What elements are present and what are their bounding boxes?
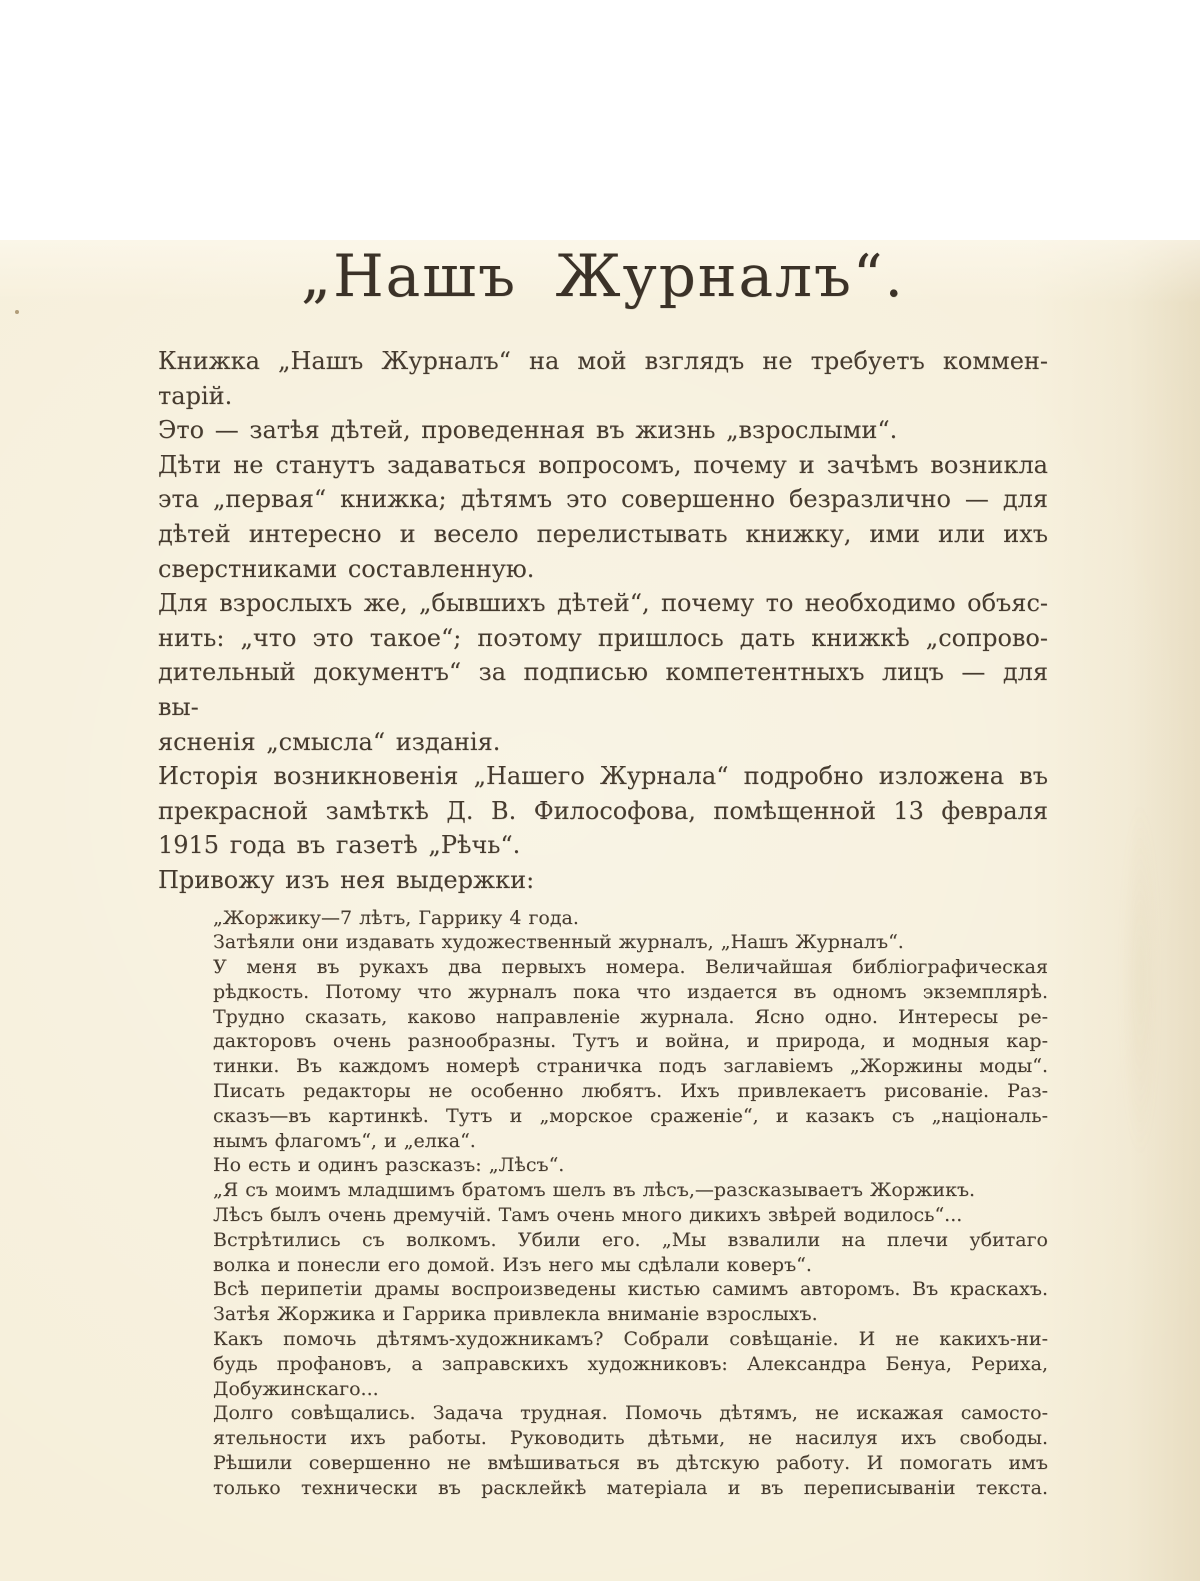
text-line: ятельности ихъ работы. Руководить дѣтьми, не насилуя ихъ свободы. xyxy=(213,1427,1048,1450)
quoted-excerpt-block xyxy=(213,906,1048,1501)
text-line: Добужинскаго... xyxy=(213,1377,379,1400)
text-line: „Я съ моимъ младшимъ братомъ шелъ въ лѣсъ,—разсказываетъ Жоржикъ. xyxy=(213,1179,976,1202)
intro-paragraph xyxy=(158,863,1048,898)
excerpt-paragraph xyxy=(213,1451,1048,1501)
text-line: Трудно сказать, каково направленіе журнала. Ясно одно. Интересы ре- xyxy=(213,1005,1048,1028)
text-line: 1915 года въ газетѣ „Рѣчь“. xyxy=(158,831,521,860)
text-line: „Жоржику—7 лѣтъ, Гаррику 4 года. xyxy=(213,906,579,929)
text-line: У меня въ рукахъ два первыхъ номера. Величайшая библіографическая xyxy=(213,956,1048,979)
book-page xyxy=(0,240,1200,1581)
page-content xyxy=(0,240,1200,1501)
excerpt-paragraph xyxy=(213,1327,1048,1401)
excerpt-paragraph xyxy=(213,1079,1048,1153)
text-line: Всѣ перипетіи драмы воспроизведены кистью самимъ авторомъ. Въ краскахъ. xyxy=(213,1278,1048,1301)
intro-paragraph xyxy=(158,448,1048,586)
text-line: только технически въ расклейкѣ матеріала и въ переписываніи текста. xyxy=(213,1476,1048,1499)
text-line: Книжка „Нашъ Журналъ“ на мой взглядъ не требуетъ коммен- xyxy=(158,347,1048,375)
text-line: тарій. xyxy=(158,381,233,410)
excerpt-paragraph xyxy=(213,1228,1048,1278)
text-line: Писать редакторы не особенно любятъ. Ихъ привлекаетъ рисованіе. Раз- xyxy=(213,1080,1048,1103)
text-line: сказъ—въ картинкѣ. Тутъ и „морское сраженіе“, и казакъ съ „національ- xyxy=(213,1104,1048,1127)
text-line: Долго совѣщались. Задача трудная. Помочь дѣтямъ, не искажая самосто- xyxy=(213,1402,1048,1425)
text-line: Встрѣтились съ волкомъ. Убили его. „Мы взвалили на плечи убитаго xyxy=(213,1228,1048,1251)
text-line: прекрасной замѣткѣ Д. В. Философова, помѣщенной 13 февраля xyxy=(158,796,1048,825)
text-line: Исторія возникновенія „Нашего Журнала“ подробно изложена въ xyxy=(158,762,1048,791)
excerpt-paragraph xyxy=(213,906,1048,931)
text-line: эта „первая“ книжка; дѣтямъ это совершенно безразлично — для xyxy=(158,485,1048,514)
text-line: дѣтей интересно и весело перелистывать книжку, ими или ихъ xyxy=(158,519,1048,548)
page-title: „Нашъ Журналъ“. xyxy=(301,242,905,310)
text-line: дакторовъ очень разнообразны. Тутъ и война, и природа, и модныя кар- xyxy=(213,1030,1048,1053)
excerpt-paragraph xyxy=(213,1178,1048,1203)
text-line: Рѣшили совершенно не вмѣшиваться въ дѣтскую работу. И помогать имъ xyxy=(213,1452,1048,1475)
text-line: нымъ флагомъ“, и „елка“. xyxy=(213,1129,476,1152)
text-line: рѣдкость. Потому что журналъ пока что издается въ одномъ экземплярѣ. xyxy=(213,980,1048,1003)
text-line: Какъ помочь дѣтямъ-художникамъ? Собрали совѣщаніе. И не какихъ-ни- xyxy=(213,1328,1048,1351)
text-line: ясненія „смысла“ изданія. xyxy=(158,727,501,756)
excerpt-paragraph xyxy=(213,1153,1048,1178)
excerpt-paragraph xyxy=(213,1005,1048,1079)
excerpt-paragraph xyxy=(213,1277,1048,1302)
text-line: нить: „что это такое“; поэтому пришлось дать книжкѣ „сопрово- xyxy=(158,623,1048,652)
intro-paragraph xyxy=(158,413,1048,448)
excerpt-paragraph xyxy=(213,1203,1048,1228)
text-line: Это — затѣя дѣтей, проведенная въ жизнь „взрослыми“. xyxy=(158,416,898,445)
text-line: сверстниками составленную. xyxy=(158,554,535,583)
text-line: Дѣти не станутъ задаваться вопросомъ, почему и зачѣмъ возникла xyxy=(158,450,1048,479)
text-line: волка и понесли его домой. Изъ него мы сдѣлали коверъ“. xyxy=(213,1253,812,1276)
intro-text-block xyxy=(158,344,1048,898)
excerpt-paragraph xyxy=(213,930,1048,955)
text-line: Затѣяли они издавать художественный журналъ, „Нашъ Журналъ“. xyxy=(213,931,904,954)
text-line: Но есть и одинъ разсказъ: „Лѣсъ“. xyxy=(213,1154,565,1177)
intro-paragraph xyxy=(158,344,1048,413)
text-line: Привожу изъ нея выдержки: xyxy=(158,865,535,894)
text-line: Затѣя Жоржика и Гаррика привлекла вниманіе взрослыхъ. xyxy=(213,1303,818,1326)
text-line: дительный документъ“ за подписью компетентныхъ лицъ — для вы- xyxy=(158,658,1048,721)
excerpt-paragraph xyxy=(213,1401,1048,1451)
text-line: будь профановъ, а заправскихъ художниковъ: Александра Бенуа, Рериха, xyxy=(213,1352,1048,1375)
excerpt-paragraph xyxy=(213,1302,1048,1327)
intro-paragraph xyxy=(158,759,1048,863)
text-line: Для взрослыхъ же, „бывшихъ дѣтей“, почему то необходимо объяс- xyxy=(158,589,1048,618)
excerpt-paragraph xyxy=(213,955,1048,1005)
text-line: тинки. Въ каждомъ номерѣ страничка подъ заглавіемъ „Жоржины моды“. xyxy=(213,1055,1048,1078)
text-line: Лѣсъ былъ очень дремучій. Тамъ очень много дикихъ звѣрей водилось“... xyxy=(213,1204,963,1227)
intro-paragraph xyxy=(158,586,1048,759)
